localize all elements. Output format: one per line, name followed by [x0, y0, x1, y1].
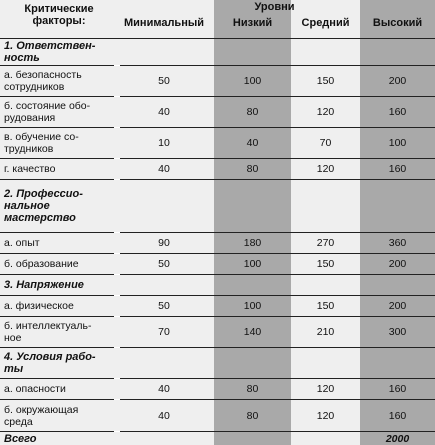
factor-label: г. качество: [0, 159, 114, 179]
factors-header: Критические факторы:: [0, 0, 114, 38]
level-value: [214, 275, 291, 295]
level-value: [114, 39, 214, 65]
level-value: 180: [214, 233, 291, 253]
factor-label: б. состояние обо- рудования: [0, 97, 114, 127]
level-header-1: Минимальный: [124, 17, 204, 29]
total-value: [291, 432, 360, 445]
level-value: [360, 275, 435, 295]
factor-label: а. опасности: [0, 379, 114, 399]
level-value: [291, 348, 360, 378]
level-value: 80: [214, 159, 291, 179]
level-value: 90: [114, 233, 214, 253]
level-value: 120: [291, 379, 360, 399]
level-value: 80: [214, 97, 291, 127]
level-value: 200: [360, 66, 435, 96]
level-value: 120: [291, 400, 360, 431]
level-header-3: Средний: [301, 17, 350, 29]
factor-label: б. интеллектуаль- ное: [0, 317, 114, 347]
level-value: 40: [114, 159, 214, 179]
level-value: [291, 39, 360, 65]
level-value: 120: [291, 159, 360, 179]
level-value: 300: [360, 317, 435, 347]
level-value: 50: [114, 254, 214, 274]
levels-header: Уровни: [254, 1, 295, 13]
level-value: 50: [114, 66, 214, 96]
level-value: 10: [114, 128, 214, 158]
level-value: 200: [360, 296, 435, 316]
level-value: 210: [291, 317, 360, 347]
level-value: 100: [214, 66, 291, 96]
level-value: 360: [360, 233, 435, 253]
level-value: [214, 180, 291, 232]
factor-label: в. обучение со- трудников: [0, 128, 114, 158]
level-value: 150: [291, 66, 360, 96]
section-label: 3. Напряжение: [0, 275, 114, 295]
level-value: [214, 348, 291, 378]
level-value: [114, 275, 214, 295]
factor-label: а. безопасность сотрудников: [0, 66, 114, 96]
total-value: 2000: [360, 432, 435, 445]
level-value: 140: [214, 317, 291, 347]
level-value: 80: [214, 379, 291, 399]
level-value: 40: [114, 400, 214, 431]
level-value: 270: [291, 233, 360, 253]
level-value: 160: [360, 379, 435, 399]
level-value: [214, 39, 291, 65]
level-value: 150: [291, 296, 360, 316]
total-value: [114, 432, 214, 445]
level-value: 50: [114, 296, 214, 316]
level-value: 80: [214, 400, 291, 431]
factor-label: б. окружающая среда: [0, 400, 114, 431]
factor-label: а. физическое: [0, 296, 114, 316]
level-value: 70: [291, 128, 360, 158]
level-value: 100: [360, 128, 435, 158]
level-value: [360, 348, 435, 378]
level-header-2: Низкий: [232, 17, 273, 29]
level-value: 40: [114, 379, 214, 399]
level-value: 160: [360, 400, 435, 431]
factor-label: а. опыт: [0, 233, 114, 253]
section-label: 1. Ответствен- ность: [0, 39, 114, 65]
level-value: [360, 180, 435, 232]
section-label: 2. Профессио- нальное мастерство: [0, 180, 114, 232]
level-value: 120: [291, 97, 360, 127]
level-value: 40: [214, 128, 291, 158]
factor-label: б. образование: [0, 254, 114, 274]
level-value: [291, 180, 360, 232]
level-value: 70: [114, 317, 214, 347]
total-label: Всего: [0, 432, 114, 445]
level-value: 160: [360, 97, 435, 127]
level-value: [114, 348, 214, 378]
section-label: 4. Условия рабо- ты: [0, 348, 114, 378]
level-value: 200: [360, 254, 435, 274]
level-value: 100: [214, 254, 291, 274]
level-header-4: Высокий: [372, 17, 423, 29]
level-value: 160: [360, 159, 435, 179]
level-value: [114, 180, 214, 232]
level-value: [360, 39, 435, 65]
level-value: 150: [291, 254, 360, 274]
level-value: [291, 275, 360, 295]
total-value: [214, 432, 291, 445]
level-value: 100: [214, 296, 291, 316]
level-value: 40: [114, 97, 214, 127]
